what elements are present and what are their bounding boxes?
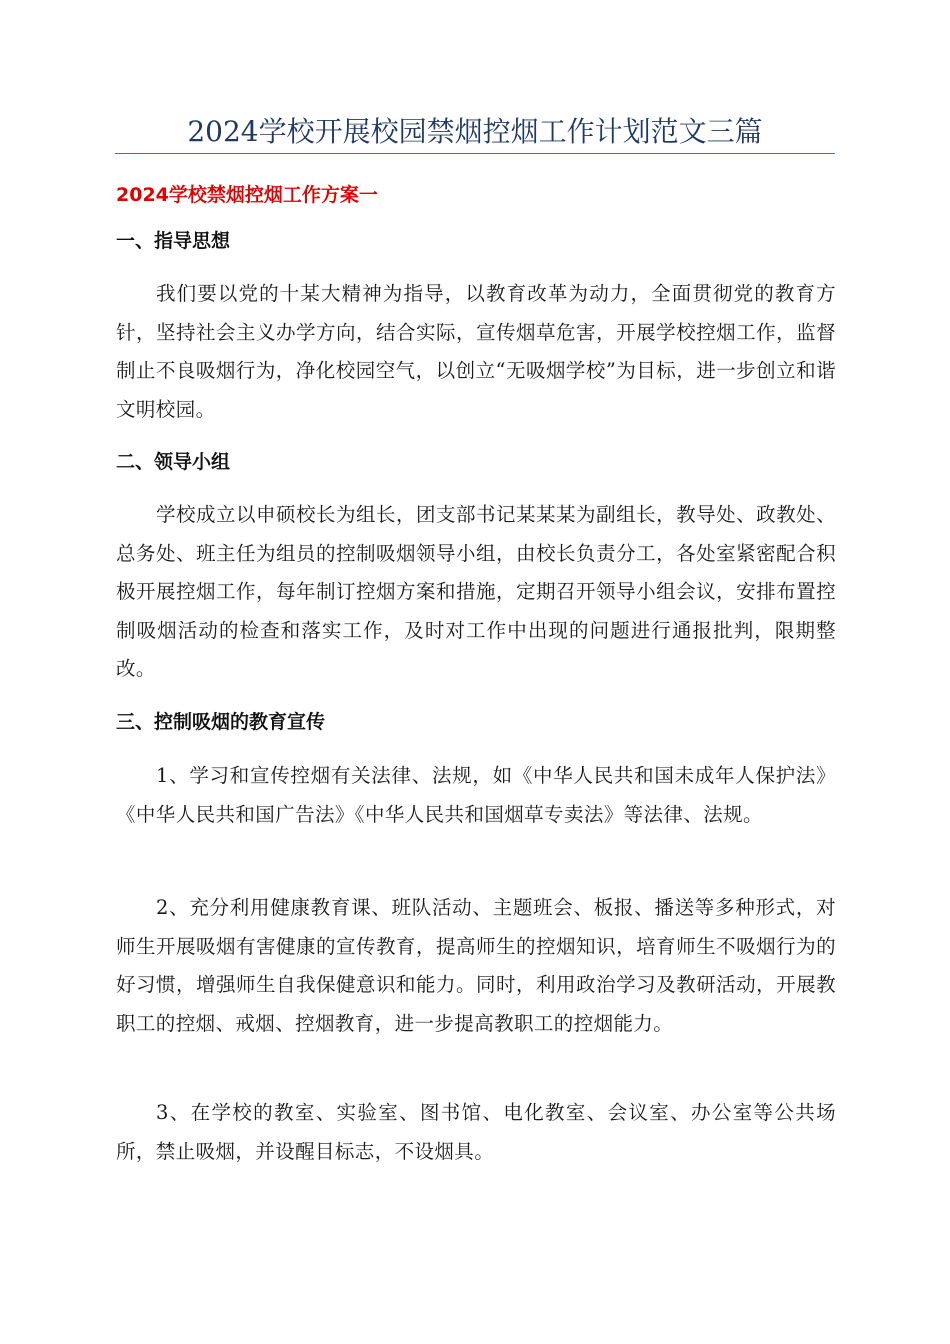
paragraph-item-3: 3、在学校的教室、实验室、图书馆、电化教室、会议室、办公室等公共场所，禁止吸烟，并设醒目标志，不设烟具。 <box>116 1101 836 1163</box>
plan-title: 2024学校禁烟控烟工作方案一 <box>116 184 378 206</box>
heading-guiding-ideology: 一、指导思想 <box>116 230 231 252</box>
document-title: 2024学校开展校园禁烟控烟工作计划范文三篇 <box>187 115 763 148</box>
heading-leadership-group: 二、领导小组 <box>116 451 231 473</box>
paragraph-item-1: 1、学习和宣传控烟有关法律、法规，如《中华人民共和国未成年人保护法》《中华人民共和国广告法》《中华人民共和国烟草专卖法》等法律、法规。 <box>116 764 836 826</box>
paragraph-item-2: 2、充分利用健康教育课、班队活动、主题班会、板报、播送等多种形式，对师生开展吸烟有害健康的宣传教育，提高师生的控烟知识，培育师生不吸烟行为的好习惯，增强师生自我保健意识和能力。同时，利用政治学习及教研活动，开展教职工的控烟、戒烟、控烟教育，进一步提高教职工的控烟能力。 <box>116 896 836 1035</box>
title-underline <box>115 153 835 154</box>
heading-education-publicity: 三、控制吸烟的教育宣传 <box>116 711 326 733</box>
paragraph-leadership-group: 学校成立以申硕校长为组长，团支部书记某某某为副组长，教导处、政教处、总务处、班主任为组员的控制吸烟领导小组，由校长负责分工，各处室紧密配合积极开展控烟工作，每年制订控烟方案和措施，定期召开领导小组会议，安排布置控制吸烟活动的检查和落实工作，及时对工作中出现的问题进行通报批判，限期整改。 <box>116 503 836 680</box>
paragraph-guiding-ideology: 我们要以党的十某大精神为指导，以教育改革为动力，全面贯彻党的教育方针，坚持社会主义办学方向，结合实际，宣传烟草危害，开展学校控烟工作，监督制止不良吸烟行为，净化校园空气，以创立“无吸烟学校”为目标，进一步创立和谐文明校园。 <box>116 282 836 421</box>
